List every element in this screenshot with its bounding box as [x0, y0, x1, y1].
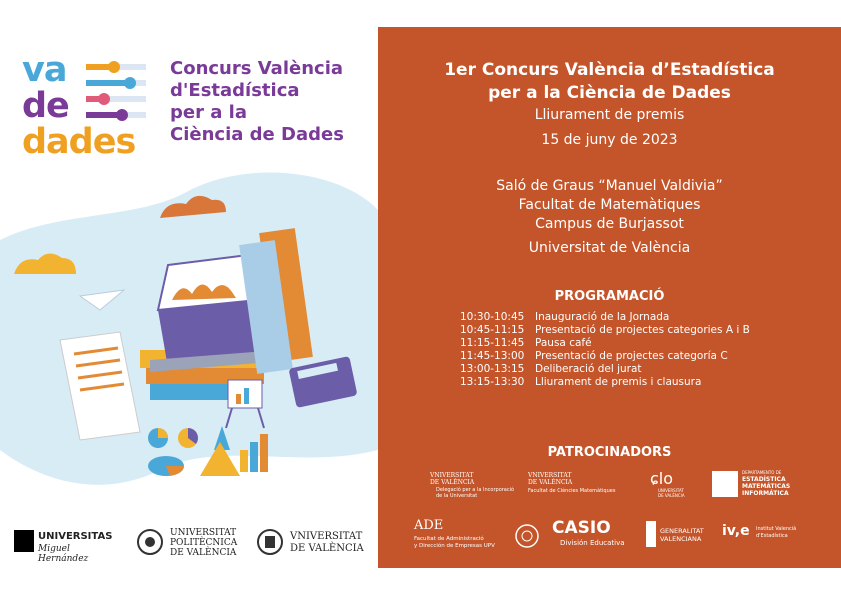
sponsors-heading: PATROCINADORS [547, 445, 672, 460]
casio-sub: División Educativa [560, 539, 625, 547]
seal-icon [514, 523, 540, 549]
uv-line2: DE VALÈNCIA [290, 543, 364, 554]
venue-line3: Campus de Burjassot [535, 216, 684, 232]
programme-label: Inauguració de la Jornada [535, 311, 670, 323]
programme-item [460, 337, 750, 350]
fcm-logo [528, 472, 624, 502]
ive-line1: Institut Valencià [756, 526, 797, 532]
ive-logo [722, 521, 812, 551]
ive-mark: iv,e [722, 523, 750, 539]
programme-label: Deliberació del jurat [535, 363, 642, 375]
event-title-line1: 1er Concurs València d’Estadística [444, 60, 775, 80]
gva-line2: VALENCIANA [660, 535, 702, 543]
umh-line2: Miguel Hernández [38, 544, 89, 564]
casio-mark: CASIO [552, 518, 611, 538]
uv-delegation-name: VNIVERSITAT DE VALÈNCIA [430, 472, 475, 486]
ade-line2: y Dirección de Empresas UPV [414, 543, 495, 549]
deimf-line1: DEPARTAMENTO DE [742, 470, 782, 475]
event-subtitle: Lliurament de premis [534, 107, 685, 123]
umh-line1: UNIVERSITAS [38, 531, 113, 542]
clo-logo [648, 469, 692, 501]
event-date: 15 de juny de 2023 [541, 132, 678, 148]
programme-label: Presentació de projectes categoría C [535, 350, 728, 362]
gva-logo [646, 519, 726, 553]
ade-line1: Facultat de Administració [414, 536, 484, 542]
logo-de: de [22, 86, 69, 126]
contest-title-line: Concurs València [170, 58, 344, 79]
programme-item [460, 376, 750, 389]
venue-line4: Universitat de València [528, 240, 691, 256]
gva-line1: GENERALITAT [660, 527, 704, 535]
programme-item [460, 363, 750, 376]
upv-line3: DE VALÈNCIA [170, 548, 237, 558]
contest-title [170, 58, 370, 146]
programme-label: Lliurament de premis i clausura [535, 376, 702, 388]
logo-va: va [22, 50, 67, 90]
event-panel [378, 27, 841, 568]
ade-mark: ADE [414, 518, 444, 533]
upv-logo [136, 526, 246, 558]
contest-title-line: d'Estadística [170, 80, 300, 101]
deimf-line4: INFORMÁTICA [742, 490, 789, 497]
ive-line2: d'Estadística [756, 533, 788, 539]
logo-dades: dades [22, 122, 136, 162]
left-panel [0, 0, 378, 595]
programme-heading: PROGRAMACIÓ [554, 289, 665, 304]
programme-time: 11:15-11:45 [460, 337, 525, 349]
fcm-faculty: Facultat de Ciències Matemàtiques [528, 488, 616, 494]
deimf-logo [712, 469, 792, 501]
programme-item [460, 324, 750, 337]
deimf-line3: MATEMÁTICAS [742, 483, 791, 490]
programme-item [460, 350, 750, 363]
uv-delegation-logo [430, 472, 515, 502]
contest-title-line: Ciència de Dades [170, 124, 344, 145]
upv-seal-icon [136, 528, 164, 556]
umh-mark-icon [14, 530, 34, 552]
programme-time: 11:45-13:00 [460, 350, 525, 362]
programme-time: 13:15-13:30 [460, 376, 525, 388]
gva-mark-icon [646, 521, 656, 547]
programme-time: 10:30-10:45 [460, 311, 525, 323]
uv-seal-icon [256, 528, 284, 556]
casio-logo [552, 519, 632, 553]
uv-delegation-text: Delegació per a la Incorporació de la Universitat [436, 487, 515, 499]
umh-logo [14, 528, 114, 564]
clo-sub: UNIVERSITAT DE VALÈNCIA [658, 488, 685, 498]
fcm-name: VNIVERSITAT DE VALÈNCIA [528, 472, 573, 486]
upv-line2: POLITÈCNICA [170, 538, 238, 548]
svg-text:ɕlo: ɕlo [650, 469, 674, 487]
data-science-illustration [0, 150, 378, 510]
upv-line1: UNIVERSITAT [170, 528, 237, 538]
contest-title-line: per a la [170, 102, 247, 123]
programme-item [460, 311, 750, 324]
venue-line2: Facultat de Matemàtiques [518, 197, 701, 213]
deimf-line2: ESTADÍSTICA [742, 476, 786, 483]
programme-label: Presentació de projectes categories A i B [535, 324, 750, 336]
ade-logo [414, 519, 514, 553]
uv-line1: VNIVERSITAT [290, 531, 363, 542]
programme-list [460, 311, 750, 389]
venue-line1: Saló de Graus “Manuel Valdivia” [496, 178, 723, 194]
programme-label: Pausa café [535, 337, 592, 349]
programme-time: 10:45-11:15 [460, 324, 525, 336]
uv-logo [256, 526, 366, 558]
deimf-mark-icon [712, 471, 738, 497]
programme-time: 13:00-13:15 [460, 363, 525, 375]
clo-mark-icon [648, 469, 688, 487]
event-title-line2: per a la Ciència de Dades [488, 83, 731, 103]
slider-bars-icon [86, 58, 156, 138]
